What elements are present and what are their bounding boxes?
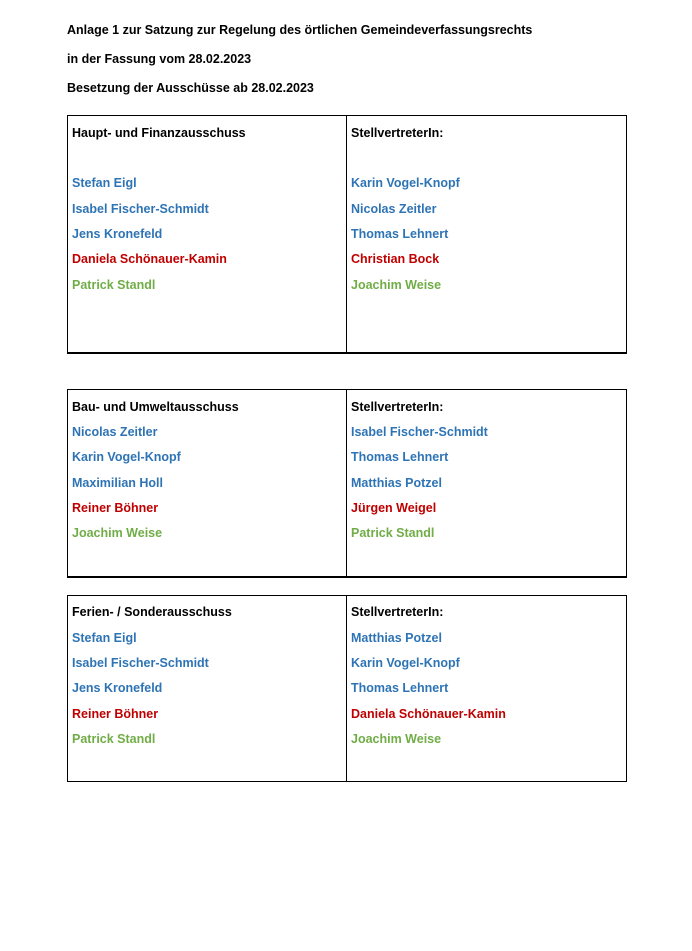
deputy-heading: StellvertreterIn: xyxy=(351,400,444,414)
member-name: Daniela Schönauer-Kamin xyxy=(72,252,227,266)
deputy-name: Thomas Lehnert xyxy=(351,227,449,241)
document-version: in der Fassung vom 28.02.2023 xyxy=(67,52,252,66)
deputy-heading: StellvertreterIn: xyxy=(351,605,444,619)
member-name: Nicolas Zeitler xyxy=(72,425,158,439)
member-name: Jens Kronefeld xyxy=(72,681,163,695)
member-name: Reiner Böhner xyxy=(72,707,159,721)
deputy-name: Daniela Schönauer-Kamin xyxy=(351,707,506,721)
member-name: Isabel Fischer-Schmidt xyxy=(72,202,209,216)
member-name: Karin Vogel-Knopf xyxy=(72,450,181,464)
member-name: Jens Kronefeld xyxy=(72,227,163,241)
deputy-heading: StellvertreterIn: xyxy=(351,126,444,140)
deputy-name: Joachim Weise xyxy=(351,732,442,746)
committee-assignment-heading: Besetzung der Ausschüsse ab 28.02.2023 xyxy=(67,81,314,95)
member-name: Isabel Fischer-Schmidt xyxy=(72,656,209,670)
deputy-name: Karin Vogel-Knopf xyxy=(351,656,460,670)
deputy-name: Christian Bock xyxy=(351,252,440,266)
member-name: Stefan Eigl xyxy=(72,176,137,190)
deputy-name: Isabel Fischer-Schmidt xyxy=(351,425,488,439)
committee-name: Ferien- / Sonderausschuss xyxy=(72,605,232,619)
document-title: Anlage 1 zur Satzung zur Regelung des örtlichen Gemeindeverfassungsrechts xyxy=(67,23,533,37)
committee-deputies-column xyxy=(347,116,626,352)
deputy-name: Joachim Weise xyxy=(351,278,442,292)
deputy-name: Matthias Potzel xyxy=(351,631,442,645)
deputy-name: Jürgen Weigel xyxy=(351,501,437,515)
committee-deputies-column xyxy=(347,390,626,576)
committee-name: Bau- und Umweltausschuss xyxy=(72,400,239,414)
committee-table-bau-umwelt xyxy=(67,389,627,578)
member-name: Maximilian Holl xyxy=(72,476,163,490)
member-name: Stefan Eigl xyxy=(72,631,137,645)
member-name: Joachim Weise xyxy=(72,526,163,540)
committee-deputies-column xyxy=(347,596,626,781)
deputy-name: Nicolas Zeitler xyxy=(351,202,437,216)
committee-members-column xyxy=(68,116,347,352)
committee-members-column xyxy=(68,390,347,576)
deputy-name: Patrick Standl xyxy=(351,526,435,540)
member-name: Patrick Standl xyxy=(72,732,156,746)
deputy-name: Karin Vogel-Knopf xyxy=(351,176,460,190)
committee-members-column xyxy=(68,596,347,781)
committee-table-ferien-sonder xyxy=(67,595,627,782)
deputy-name: Matthias Potzel xyxy=(351,476,442,490)
member-name: Reiner Böhner xyxy=(72,501,159,515)
deputy-name: Thomas Lehnert xyxy=(351,681,449,695)
member-name: Patrick Standl xyxy=(72,278,156,292)
committee-table-haupt-finanz xyxy=(67,115,627,354)
deputy-name: Thomas Lehnert xyxy=(351,450,449,464)
committee-name: Haupt- und Finanzausschuss xyxy=(72,126,246,140)
